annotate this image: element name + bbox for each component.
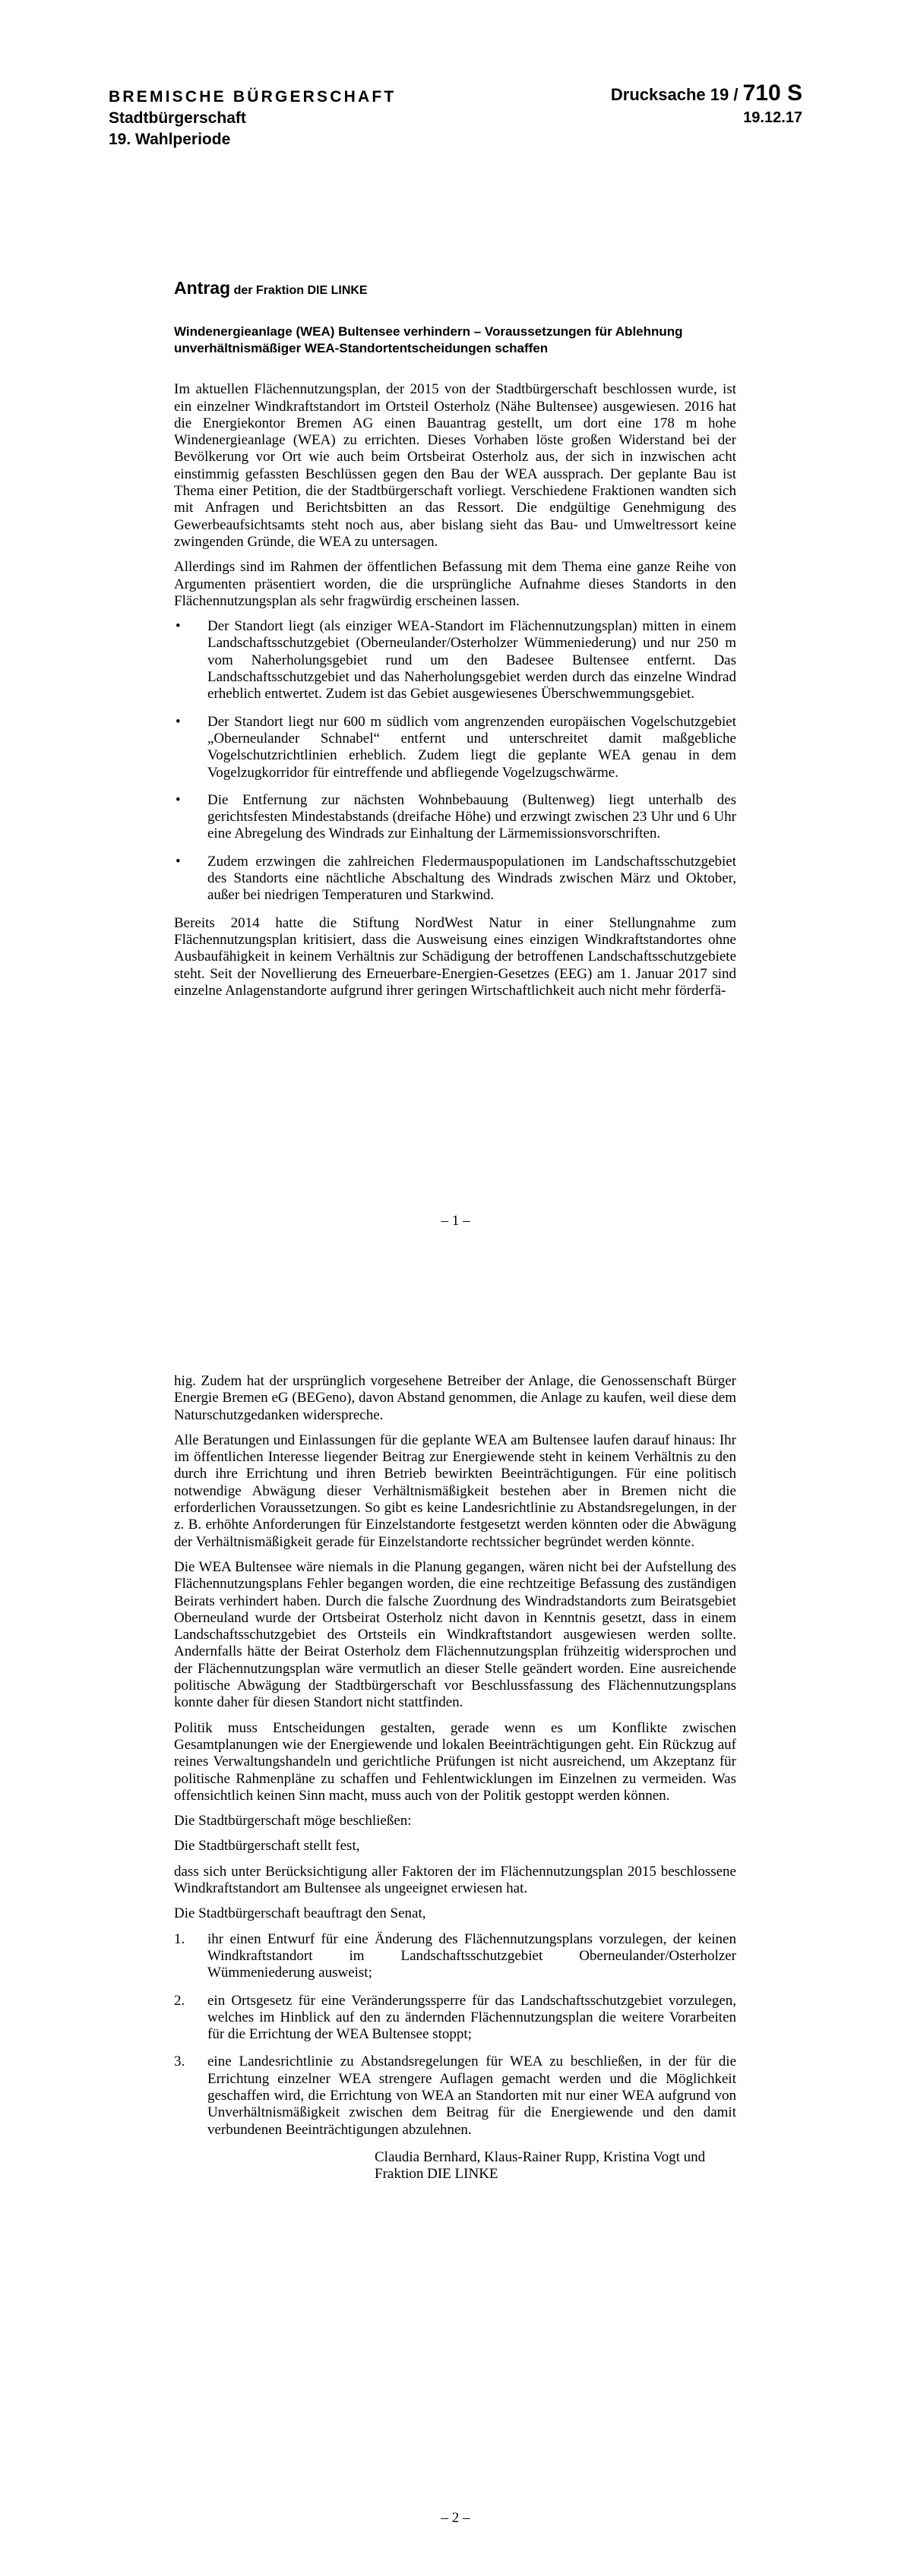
paragraph: Alle Beratungen und Einlassungen für die geplante WEA am Bultensee laufen darauf hinaus: Ihr im öffentlichen Interesse liegender Beitrag zur Energiewende steht in keinem Verhältnis zu den durch ihre Errichtung und ihren Betrieb bewirkten Beeinträchtigungen. Für eine politisch notwendige Abwägung dieser Verhältnismäßigkeit bestehen aber in Bremen nicht die erforderlichen Voraussetzungen. So gibt es keine Landesrichtlinie zu Abstandsregelungen, in der z. B. erhöhte Anforderungen für Einzelstandorte festgesetzt werden könnten oder die Abwägung der Verhältnismäßigkeit gerade für Einzelstandorte rechtssicher begründet werden könnte. bbox=[174, 1432, 736, 1550]
list-item-text: Zudem erzwingen die zahlreichen Fledermauspopulationen im Landschaftsschutzgebiet des Standorts eine nächtliche Abschaltung des Windrads zwischen März und Oktober, außer bei niedrigen Temperaturen und Starkwind. bbox=[207, 853, 736, 904]
paragraph: Politik muss Entscheidungen gestalten, gerade wenn es um Konflikte zwischen Gesamtplanungen wie der Energiewende und lokalen Beeinträchtigungen geht. Ein Rückzug auf reines Verwaltungshandeln und gerichtliche Prüfungen ist nicht ausreichend, um Akzeptanz für politische Rahmenpläne zu schaffen und Fehlentwicklungen im Einzelnen zu vermeiden. Was offensichtlich keinen Sinn macht, muss auch von der Politik gestoppt werden können. bbox=[174, 1719, 736, 1804]
document-title: Windenergieanlage (WEA) Bultensee verhindern – Voraussetzungen für Ablehnung unverhältnismäßiger WEA-Standortentscheidungen schaffen bbox=[174, 324, 683, 356]
antrag-label: Antrag bbox=[174, 278, 231, 298]
list-item-text: Der Standort liegt nur 600 m südlich vom angrenzenden europäischen Vogelschutzgebiet „Oberneulander Schnabel“ entfernt und unterschreitet damit maßgebliche Vogelschutzrichtlinien erheblich. Zudem liegt die geplante WEA genau in dem Vogelzugkorridor für eintreffende und abfliegende Vogelzugschwärme. bbox=[207, 713, 736, 781]
mandate-intro: Die Stadtbürgerschaft beauftragt den Senat, bbox=[174, 1905, 426, 1922]
paragraph: Bereits 2014 hatte die Stiftung NordWest Natur in einer Stellungnahme zum Flächennutzungsplan kritisiert, dass die Ausweisung eines einzigen Windkraftstandortes ohne Ausbaufähigkeit in keinem Verhältnis zur Schädigung der betroffenen Landschaftsschutzgebiete steht. Seit der Novellierung des Erneuerbare-Energien-Gesetzes (EEG) am 1. Januar 2017 sind einzelne Anlagenstandorte aufgrund ihrer geringen Wirtschaftlichkeit auch nicht mehr förderfä- bbox=[174, 914, 736, 999]
bullet-icon: • bbox=[176, 791, 181, 808]
list-item-text: ihr einen Entwurf für eine Änderung des Flächennutzungsplans vorzulegen, der keinen Windkraftstandort im Landschaftsschutzgebiet Oberneulander/Osterholzer Wümmeniederung ausweist; bbox=[207, 1930, 736, 1981]
drucksache-prefix: Drucksache 19 / bbox=[610, 85, 743, 104]
paragraph: Allerdings sind im Rahmen der öffentlichen Befassung mit dem Thema eine ganze Reihe von Argumenten präsentiert worden, die die ursprüngliche Aufnahme dieses Standorts in den Flächennutzungsplan als sehr fragwürdig erscheinen lassen. bbox=[174, 559, 736, 609]
paragraph: Die WEA Bultensee wäre niemals in die Planung gegangen, wären nicht bei der Aufstellung des Flächennutzungsplans Fehler begangen worden, die eine rechtzeitige Befassung des zuständigen Beirats verhindert haben. Durch die falsche Zuordnung des Windradstandorts zum Beiratsgebiet Oberneuland wurde der Ortsbeirat Osterholz nicht davon in Kenntnis gesetzt, dass in einem Landschaftsschutzgebiet des Ortsteils ein Windkraftstandort ausgewiesen werden sollte. Andernfalls hätte der Beirat Osterholz dem Flächennutzungsplan frühzeitig widersprochen und der Flächennutzungsplan wäre vermutlich an dieser Stelle geändert worden. Eine ausreichende politische Abwägung der Stadtbürgerschaft vor Beschlussfassung des Flächennutzungsplans konnte daher für diesen Standort nicht stattfinden. bbox=[174, 1558, 736, 1711]
drucksache-label bbox=[611, 80, 802, 108]
list-item-text: eine Landesrichtlinie zu Abstandsregelungen für WEA zu beschließen, in der für die Errichtung einzelner WEA strengere Auflagen gemacht werden und die Möglichkeit geschaffen wird, die Errichtung von WEA an Standorten mit nur einer WEA aufgrund von Unverhältnismäßigkeit zwischen dem Beitrag für die Energiewende und den damit verbundenen Beeinträchtigungen abzulehnen. bbox=[207, 2054, 736, 2138]
mandate-list bbox=[174, 1931, 736, 2139]
finding-text: dass sich unter Berücksichtigung aller Faktoren der im Flächennutzungsplan 2015 beschlossene Windkraftstandort am Bultensee als ungeeignet erwiesen hat. bbox=[174, 1863, 736, 1897]
list-item bbox=[174, 792, 736, 843]
list-item-number: 1. bbox=[174, 1930, 185, 1947]
page-number: – 1 – bbox=[441, 1213, 470, 1229]
paragraph: hig. Zudem hat der ursprünglich vorgesehene Betreiber der Anlage, die Genossenschaft Bürger Energie Bremen eG (BEGeno), davon Abstand genommen, die Anlage zu kaufen, weil diese dem Naturschutzgedanken widerspreche. bbox=[174, 1373, 736, 1423]
bullet-icon: • bbox=[176, 618, 181, 635]
document-header-left bbox=[109, 87, 396, 150]
parliament-name: BREMISCHE BÜRGERSCHAFT bbox=[109, 88, 397, 106]
list-item-number: 3. bbox=[174, 2054, 185, 2070]
argument-list bbox=[174, 618, 736, 904]
antrag-faction: der Fraktion DIE LINKE bbox=[230, 284, 368, 297]
finding-intro: Die Stadtbürgerschaft stellt fest, bbox=[174, 1838, 360, 1855]
list-item-text: Die Entfernung zur nächsten Wohnbebauung (Bultenweg) liegt unterhalb des gerichtsfesten Mindestabstands (dreifache Höhe) und erzwingt zwischen 23 Uhr und 6 Uhr eine Abregelung des Windrads zur Einhaltung der Lärmemissionsvorschriften. bbox=[207, 791, 736, 842]
list-item bbox=[174, 618, 736, 702]
list-item-number: 2. bbox=[174, 1992, 185, 2009]
list-item bbox=[174, 1993, 736, 2044]
list-item bbox=[174, 854, 736, 904]
signature-block bbox=[375, 2149, 736, 2183]
resolution-intro: Die Stadtbürgerschaft möge beschließen: bbox=[174, 1813, 412, 1829]
page-number: – 2 – bbox=[441, 2510, 470, 2526]
document-header-right bbox=[611, 80, 802, 128]
list-item bbox=[174, 714, 736, 781]
document-date: 19.12.17 bbox=[743, 109, 802, 126]
chamber-name: Stadtbürgerschaft bbox=[109, 109, 246, 127]
list-item-text: Der Standort liegt (als einziger WEA-Standort im Flächennutzungsplan) mitten in einem Landschaftsschutzgebiet (Oberneulander/Osterholzer Wümmeniederung) und nur 250 m vom Naherholungsgebiet rund um den Badesee Bultensee entfernt. Das Landschaftsschutzgebiet und das Naherholungsgebiet werden durch das einzelne Windrad erheblich entwertet. Zudem ist das Gebiet ausgewiesenes Überschwemmungsgebiet. bbox=[207, 618, 736, 702]
page-2-content bbox=[174, 1373, 736, 2183]
list-item bbox=[174, 1931, 736, 1982]
paragraph: Im aktuellen Flächennutzungsplan, der 2015 von der Stadtbürgerschaft beschlossen wurde, ist ein einzelner Windkraftstandort im Ortsteil Osterholz (Nähe Bultensee) ausgewiesen. 2016 hat die Energiekontor Bremen AG einen Bauantrag gestellt, um dort eine 178 m hohe Windenergieanlage (WEA) zu errichten. Dieses Vorhaben löste großen Widerstand bei der Bevölkerung vor Ort wie auch beim Ortsbeirat Osterholz aus, der sich in inzwischen acht einstimmig gefassten Beschlüssen gegen den Bau der WEA aussprach. Der geplante Bau ist Thema einer Petition, die der Stadtbürgerschaft vorliegt. Verschiedene Fraktionen wandten sich mit Anfragen und Berichtsbitten an das Ressort. Die endgültige Genehmigung des Gewerbeaufsichtsamts steht noch aus, aber bislang sieht das Bau- und Umweltressort keine zwingenden Gründe, die WEA zu untersagen. bbox=[174, 381, 736, 550]
legislative-period: 19. Wahlperiode bbox=[109, 131, 231, 148]
list-item-text: ein Ortsgesetz für eine Veränderungssperre für das Landschaftsschutzgebiet vorzulegen, welches im Hinblick auf den zu ändernden Flächennutzungsplan die weitere Vorarbeiten für die Errichtung der WEA Bultensee stoppt; bbox=[207, 1992, 736, 2043]
list-item bbox=[174, 2054, 736, 2138]
drucksache-number: 710 S bbox=[742, 80, 802, 106]
bullet-icon: • bbox=[176, 853, 181, 870]
antrag-heading bbox=[174, 279, 736, 299]
page-1-content bbox=[174, 279, 736, 1008]
bullet-icon: • bbox=[176, 713, 181, 730]
signatories: Claudia Bernhard, Klaus-Rainer Rupp, Kristina Vogt und bbox=[375, 2148, 706, 2165]
signatory-faction: Fraktion DIE LINKE bbox=[375, 2166, 498, 2183]
